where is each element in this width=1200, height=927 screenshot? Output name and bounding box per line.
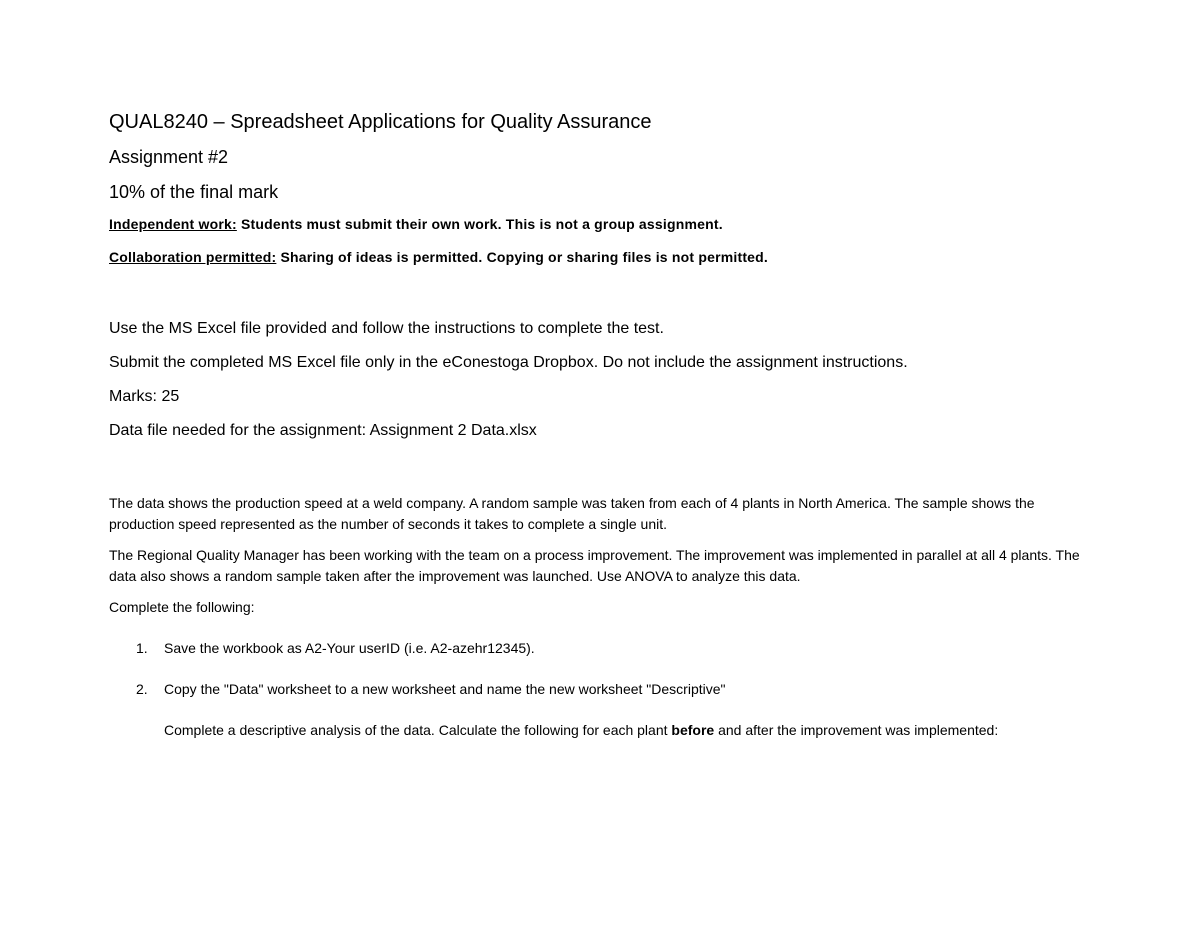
instruction-submit: Submit the completed MS Excel file only in the eConestoga Dropbox. Do not include the assignment instructions. bbox=[109, 354, 908, 371]
collaboration-rule bbox=[109, 247, 1099, 267]
body-paragraph-improvement: The Regional Quality Manager has been working with the team on a process improvement. The improvement was implemented in parallel at all 4 plants. The data also shows a random sample taken after the improvement was launched. Use ANOVA to analyze this data. bbox=[109, 547, 1080, 584]
assignment-number: Assignment #2 bbox=[109, 147, 229, 167]
collaboration-label: Collaboration permitted: bbox=[109, 249, 277, 265]
step-detail-post: and after the improvement was implemented: bbox=[714, 722, 999, 738]
list-item bbox=[109, 638, 1099, 659]
data-file-needed: Data file needed for the assignment: Assignment 2 Data.xlsx bbox=[109, 422, 537, 439]
independent-work-label: Independent work: bbox=[109, 216, 237, 232]
marks-total: Marks: 25 bbox=[109, 388, 180, 405]
list-item bbox=[109, 679, 1099, 741]
steps-list bbox=[109, 638, 1099, 741]
step-text: Save the workbook as A2-Your userID (i.e. A2-azehr12345). bbox=[164, 640, 535, 656]
independent-work-text: Students must submit their own work. This is not a group assignment. bbox=[236, 216, 723, 232]
step-detail bbox=[164, 720, 1099, 741]
document-page bbox=[109, 108, 1099, 761]
independent-work-rule bbox=[109, 214, 1099, 234]
step-detail-bold: before bbox=[671, 722, 715, 738]
complete-following-intro: Complete the following: bbox=[109, 599, 255, 615]
step-number: 2. bbox=[136, 681, 148, 697]
body-paragraph-production: The data shows the production speed at a weld company. A random sample was taken from each of 4 plants in North America. The sample shows the production speed represented as the number of seconds it takes to complete a single unit. bbox=[109, 495, 1035, 532]
collaboration-text: Sharing of ideas is permitted. Copying or sharing files is not permitted. bbox=[276, 249, 769, 265]
course-title: QUAL8240 – Spreadsheet Applications for Quality Assurance bbox=[109, 111, 652, 133]
step-detail-pre: Complete a descriptive analysis of the data. Calculate the following for each plant bbox=[164, 722, 672, 738]
assignment-weight: 10% of the final mark bbox=[109, 182, 279, 202]
instruction-excel-file: Use the MS Excel file provided and follow the instructions to complete the test. bbox=[109, 320, 664, 337]
step-number: 1. bbox=[136, 640, 148, 656]
step-text: Copy the "Data" worksheet to a new worksheet and name the new worksheet "Descriptive" bbox=[164, 681, 726, 697]
